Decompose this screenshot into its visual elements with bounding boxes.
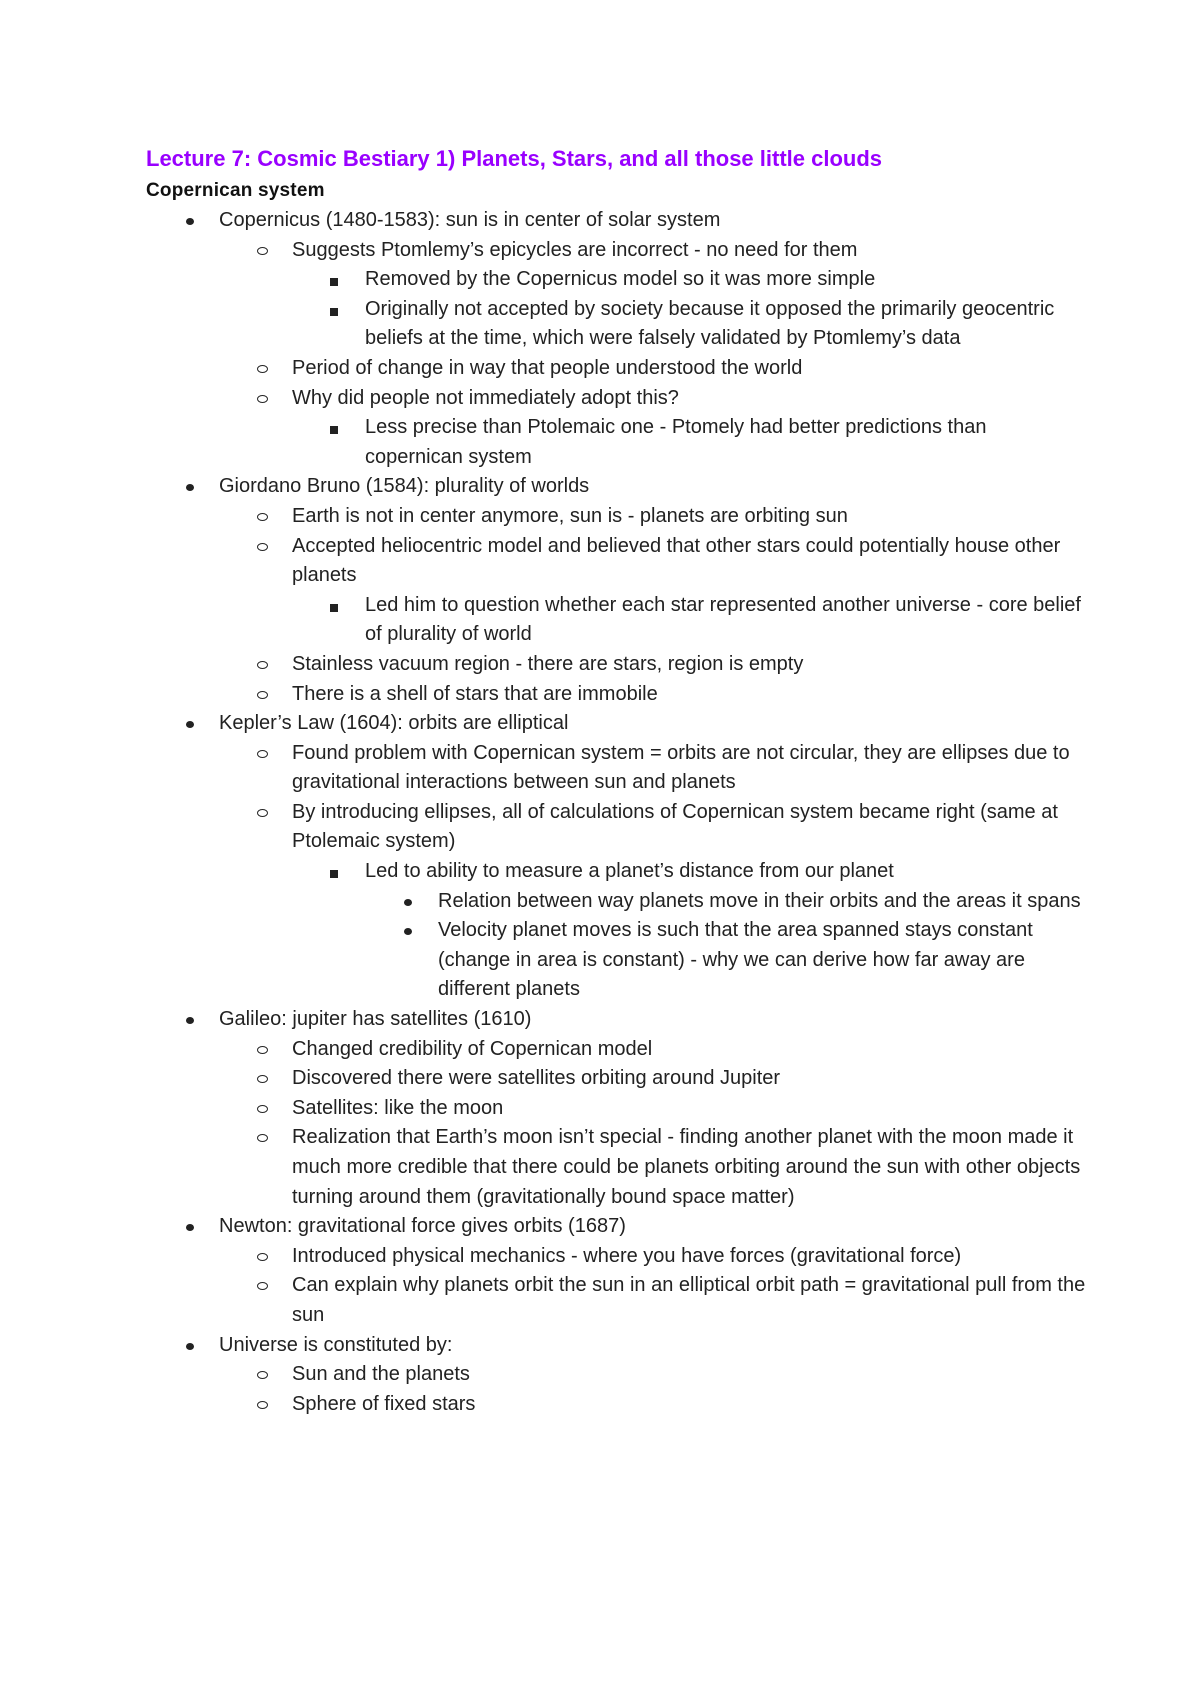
list-item-text: Sun and the planets bbox=[292, 1363, 470, 1386]
list-item bbox=[146, 1331, 1086, 1361]
list-item-text: Universe is constituted by: bbox=[219, 1333, 453, 1356]
hollow-circle-bullet-icon bbox=[257, 1401, 268, 1409]
list-item-text: Realization that Earth’s moon isn’t special - finding another planet with the moon made it much more credible that there could be planets orbiting around the sun with other objects turning around them (gravitationally bound space matter) bbox=[292, 1126, 1081, 1208]
hollow-circle-bullet-icon bbox=[257, 513, 268, 521]
list-item bbox=[146, 1094, 1086, 1124]
list-item-text: Suggests Ptomlemy’s epicycles are incorrect - no need for them bbox=[292, 238, 858, 261]
hollow-circle-bullet-icon bbox=[257, 1282, 268, 1290]
list-item-text: Less precise than Ptolemaic one - Ptomely had better predictions than copernican system bbox=[365, 416, 987, 468]
list-item bbox=[146, 265, 1086, 295]
list-item bbox=[146, 384, 1086, 414]
list-item-text: Can explain why planets orbit the sun in an elliptical orbit path = gravitational pull from the sun bbox=[292, 1274, 1086, 1326]
list-item-text: Satellites: like the moon bbox=[292, 1096, 504, 1119]
filled-circle-bullet-icon bbox=[186, 1224, 194, 1231]
filled-square-bullet-icon bbox=[330, 870, 338, 878]
filled-square-bullet-icon bbox=[330, 426, 338, 434]
list-item-text: Newton: gravitational force gives orbits (1687) bbox=[219, 1215, 626, 1238]
hollow-circle-bullet-icon bbox=[257, 750, 268, 758]
list-item-text: Why did people not immediately adopt this? bbox=[292, 386, 679, 409]
list-item-text: By introducing ellipses, all of calculations of Copernican system became right (same at Ptolemaic system) bbox=[292, 800, 1058, 853]
list-item-text: Found problem with Copernican system = orbits are not circular, they are ellipses due to gravitational interactions between sun and planets bbox=[292, 741, 1070, 794]
list-item bbox=[146, 532, 1086, 591]
list-item bbox=[146, 354, 1086, 384]
hollow-circle-bullet-icon bbox=[257, 1075, 268, 1083]
list-item bbox=[146, 591, 1086, 650]
list-item bbox=[146, 502, 1086, 532]
list-item-text: Galileo: jupiter has satellites (1610) bbox=[219, 1008, 532, 1031]
hollow-circle-bullet-icon bbox=[257, 395, 268, 403]
list-item-text: Removed by the Copernicus model so it was more simple bbox=[365, 268, 876, 291]
filled-circle-bullet-icon bbox=[186, 1343, 194, 1350]
list-item-text: Earth is not in center anymore, sun is - planets are orbiting sun bbox=[292, 504, 848, 527]
list-item bbox=[146, 236, 1086, 266]
list-item-text: Changed credibility of Copernican model bbox=[292, 1037, 653, 1060]
filled-circle-bullet-icon bbox=[186, 721, 194, 728]
list-item bbox=[146, 295, 1086, 354]
hollow-circle-bullet-icon bbox=[257, 1371, 268, 1379]
list-item bbox=[146, 1123, 1086, 1212]
list-item-text: Led him to question whether each star represented another universe - core belief of plurality of world bbox=[365, 593, 1081, 646]
list-item bbox=[146, 709, 1086, 739]
list-item bbox=[146, 916, 1086, 1005]
list-item-text: Giordano Bruno (1584): plurality of worlds bbox=[219, 475, 590, 498]
list-item-text: Originally not accepted by society because it opposed the primarily geocentric beliefs at the time, which were falsely validated by Ptomlemy’s data bbox=[365, 297, 1055, 350]
hollow-circle-bullet-icon bbox=[257, 691, 268, 699]
list-item-text: There is a shell of stars that are immobile bbox=[292, 682, 658, 705]
page-title: Lecture 7: Cosmic Bestiary 1) Planets, Stars, and all those little clouds bbox=[146, 146, 883, 171]
list-item bbox=[146, 1064, 1086, 1094]
list-item bbox=[146, 798, 1086, 857]
hollow-circle-bullet-icon bbox=[257, 543, 268, 551]
list-item bbox=[146, 413, 1086, 472]
list-item bbox=[146, 650, 1086, 680]
list-item bbox=[146, 739, 1086, 798]
hollow-circle-bullet-icon bbox=[257, 1253, 268, 1261]
list-item bbox=[146, 887, 1086, 917]
list-item-text: Period of change in way that people understood the world bbox=[292, 356, 803, 379]
list-item bbox=[146, 1035, 1086, 1065]
section-heading: Copernican system bbox=[146, 180, 325, 201]
filled-square-bullet-icon bbox=[330, 308, 338, 316]
filled-circle-bullet-icon bbox=[404, 899, 412, 906]
filled-square-bullet-icon bbox=[330, 604, 338, 612]
list-item-text: Kepler’s Law (1604): orbits are elliptical bbox=[219, 712, 569, 735]
filled-circle-bullet-icon bbox=[186, 218, 194, 225]
filled-square-bullet-icon bbox=[330, 278, 338, 286]
list-item bbox=[146, 1360, 1086, 1390]
document-page bbox=[146, 142, 1086, 1419]
hollow-circle-bullet-icon bbox=[257, 1134, 268, 1142]
hollow-circle-bullet-icon bbox=[257, 661, 268, 669]
list-item-text: Copernicus (1480-1583): sun is in center of solar system bbox=[219, 209, 721, 231]
list-item bbox=[146, 857, 1086, 887]
list-item-text: Sphere of fixed stars bbox=[292, 1392, 476, 1415]
list-item bbox=[146, 1005, 1086, 1035]
list-item-text: Relation between way planets move in their orbits and the areas it spans bbox=[438, 889, 1081, 912]
filled-circle-bullet-icon bbox=[186, 484, 194, 491]
list-item-text: Led to ability to measure a planet’s distance from our planet bbox=[365, 860, 894, 883]
list-item-text: Introduced physical mechanics - where you have forces (gravitational force) bbox=[292, 1244, 962, 1267]
list-item bbox=[146, 1212, 1086, 1242]
list-item-text: Stainless vacuum region - there are stars, region is empty bbox=[292, 652, 804, 675]
list-item-text: Velocity planet moves is such that the area spanned stays constant (change in area is constant) - why we can derive how far away are different planets bbox=[438, 919, 1033, 1001]
list-item bbox=[146, 1271, 1086, 1330]
list-item bbox=[146, 1242, 1086, 1272]
hollow-circle-bullet-icon bbox=[257, 1046, 268, 1054]
hollow-circle-bullet-icon bbox=[257, 247, 268, 255]
list-item-text: Accepted heliocentric model and believed that other stars could potentially house other planets bbox=[292, 534, 1061, 587]
hollow-circle-bullet-icon bbox=[257, 1105, 268, 1113]
list-item bbox=[146, 1390, 1086, 1420]
list-item bbox=[146, 206, 1086, 236]
list-item bbox=[146, 472, 1086, 502]
list-item bbox=[146, 680, 1086, 710]
outline-list bbox=[146, 206, 1086, 1419]
filled-circle-bullet-icon bbox=[186, 1017, 194, 1024]
hollow-circle-bullet-icon bbox=[257, 809, 268, 817]
filled-circle-bullet-icon bbox=[404, 928, 412, 935]
list-item-text: Discovered there were satellites orbiting around Jupiter bbox=[292, 1067, 781, 1090]
hollow-circle-bullet-icon bbox=[257, 365, 268, 373]
